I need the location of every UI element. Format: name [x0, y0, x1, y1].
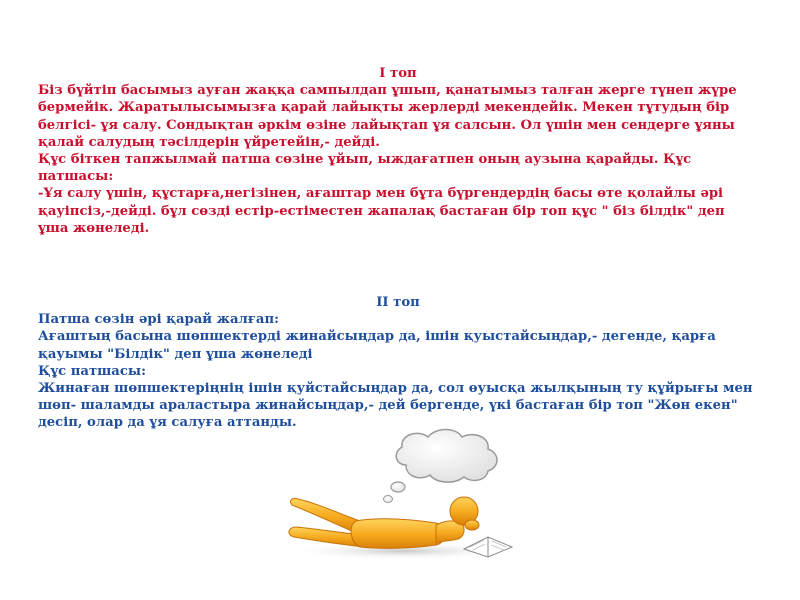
section-2-heading: II топ: [376, 295, 420, 310]
section-group-2: [38, 294, 758, 432]
section-1-paragraph-1: Біз бүйтіп басымыз ауған жаққа сампылдап ұшып, қанатымыз талған жерге түнеп жүре бермейік. Жаратылысымызға қарай лайықты жерлерді мекендейік. Мекен тұтудың бір белгісі- ұя салу. Сондықтан әркім өзіне лайықтап ұя салсын. Ол үшін мен сендерге ұяны қалай салудың тәсілдерін үйретейін,- дейді.: [38, 83, 737, 150]
section-2-paragraph-3: Құс патшасы:: [38, 363, 146, 379]
section-1-paragraph-3: -Ұя салу үшін, құстарға,негізінен, ағаштар мен бұта бүргендердің басы өте қолайлы әрі қауіпсіз,-дейді. бұл сөзді естір-естіместен жапалақ бастаған бір топ құс " біз білдік" деп ұша жөнеледі.: [38, 186, 725, 236]
section-1-paragraph-2: Құс біткен тапжылмай патша сөзіне ұйып, ыждағатпен оның аузына қарайды. Құс патшасы:: [38, 152, 692, 185]
section-2-paragraph-4: Жинаған шөпшектеріңнің ішін қуйстайсыңдар да, сол өуысқа жылқының ту құйрығы мен шөп- шаламды араластыра жинайсыңдар,- дей бергенде, үкі бастаған бір топ "Жөн екен" десіп, олар да ұя салуға аттанды.: [38, 381, 753, 431]
section-group-1: [38, 65, 758, 237]
section-2-paragraph-2: Ағаштың басына шөпшектерді жинайсыңдар да, ішін қуыстайсыңдар,- дегенде, қарға қауымы "Білдік" деп ұша жөнеледі: [38, 329, 716, 362]
section-2-paragraph-1: Патша сөзін әрі қарай жалғап:: [38, 312, 279, 328]
person-figure-icon: [289, 497, 479, 548]
thought-cloud-icon: [384, 430, 498, 503]
section-1-heading: I топ: [379, 66, 417, 81]
thinking-reader-illustration: [268, 425, 528, 565]
